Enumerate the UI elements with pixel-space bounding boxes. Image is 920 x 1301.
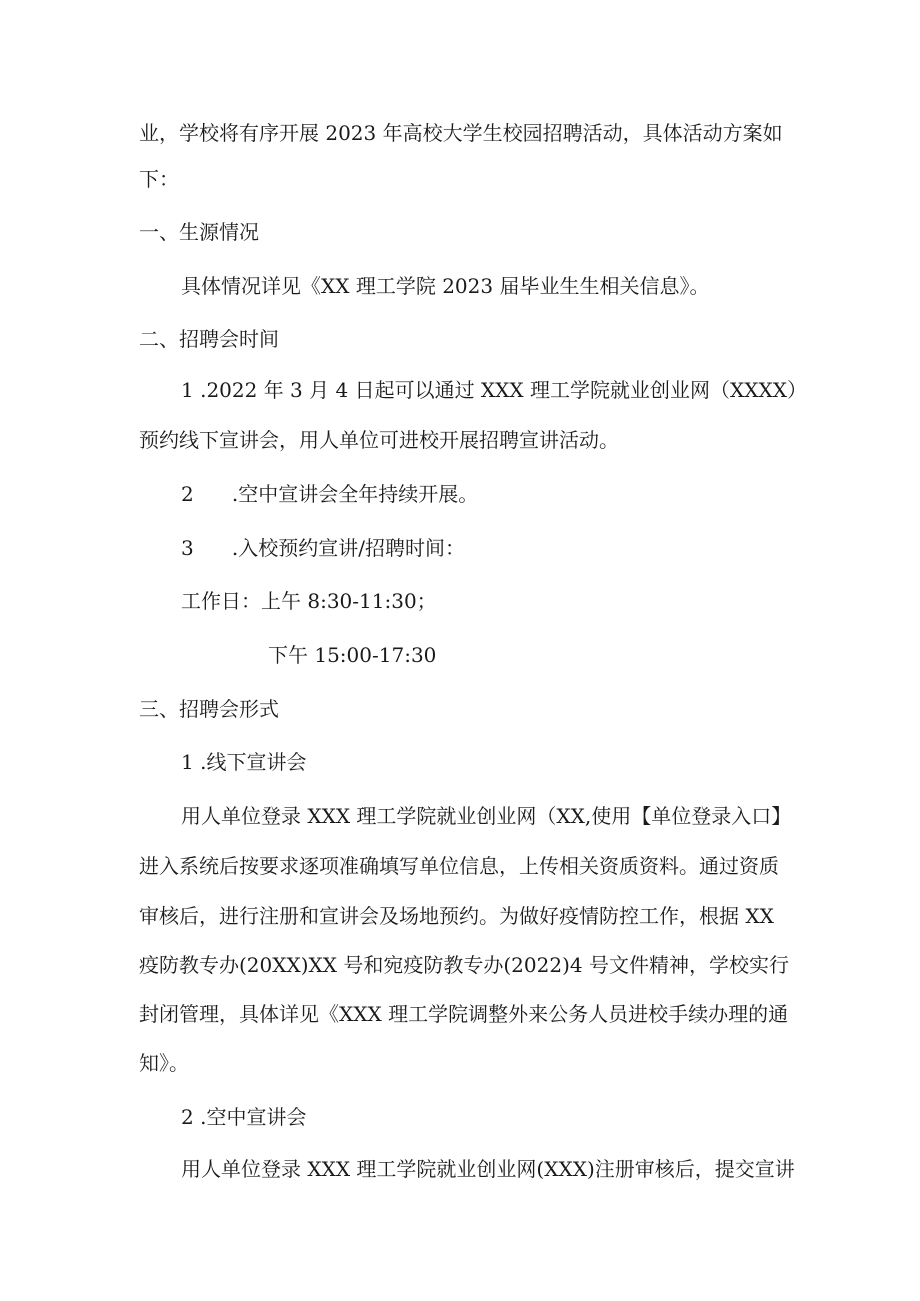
- intro-line-1: 业，学校将有序开展 2023 年高校大学生校园招聘活动，具体活动方案如: [139, 121, 783, 145]
- section-1-paragraph: 具体情况详见《XX 理工学院 2023 届毕业生生相关信息》。: [181, 274, 710, 298]
- section-3-sub-2-line-1: 用人单位登录 XXX 理工学院就业创业网(XXX)注册审核后，提交宣讲: [181, 1157, 795, 1181]
- section-1-heading: 一、生源情况: [139, 220, 259, 244]
- section-3-sub-1-line-1: 用人单位登录 XXX 理工学院就业创业网（XX,使用【单位登录入口】: [181, 804, 792, 828]
- section-2-item-1-line-1: 1 .2022 年 3 月 4 日起可以通过 XXX 理工学院就业创业网（XXXX）: [181, 378, 807, 402]
- intro-line-2: 下：: [139, 167, 179, 191]
- section-2-item-3: 3 .入校预约宣讲/招聘时间：: [181, 536, 465, 560]
- section-2-item-2: 2 .空中宣讲会全年持续开展。: [181, 482, 479, 506]
- workday-hours: 工作日：上午 8:30-11:30；: [181, 589, 437, 613]
- section-3-sub-1-line-5: 封闭管理，具体详见《XXX 理工学院调整外来公务人员进校手续办理的通: [139, 1002, 789, 1026]
- section-2-heading: 二、招聘会时间: [139, 327, 279, 351]
- section-3-heading: 三、招聘会形式: [139, 697, 279, 721]
- section-2-item-1-line-2: 预约线下宣讲会，用人单位可进校开展招聘宣讲活动。: [139, 428, 619, 452]
- afternoon-hours: 下午 15:00-17:30: [268, 643, 437, 667]
- section-3-sub-1-line-2: 进入系统后按要求逐项准确填写单位信息，上传相关资质资料。通过资质: [139, 854, 779, 878]
- section-3-sub-1-line-3: 审核后，进行注册和宣讲会及场地预约。为做好疫情防控工作，根据 XX: [139, 904, 774, 928]
- section-3-sub-1-title: 1 .线下宣讲会: [181, 750, 307, 774]
- section-3-sub-1-line-4: 疫防教专办(20XX)XX 号和宛疫防教专办(2022)4 号文件精神，学校实行: [139, 953, 789, 977]
- section-3-sub-2-title: 2 .空中宣讲会: [181, 1105, 307, 1129]
- section-3-sub-1-line-6: 知》。: [139, 1051, 189, 1075]
